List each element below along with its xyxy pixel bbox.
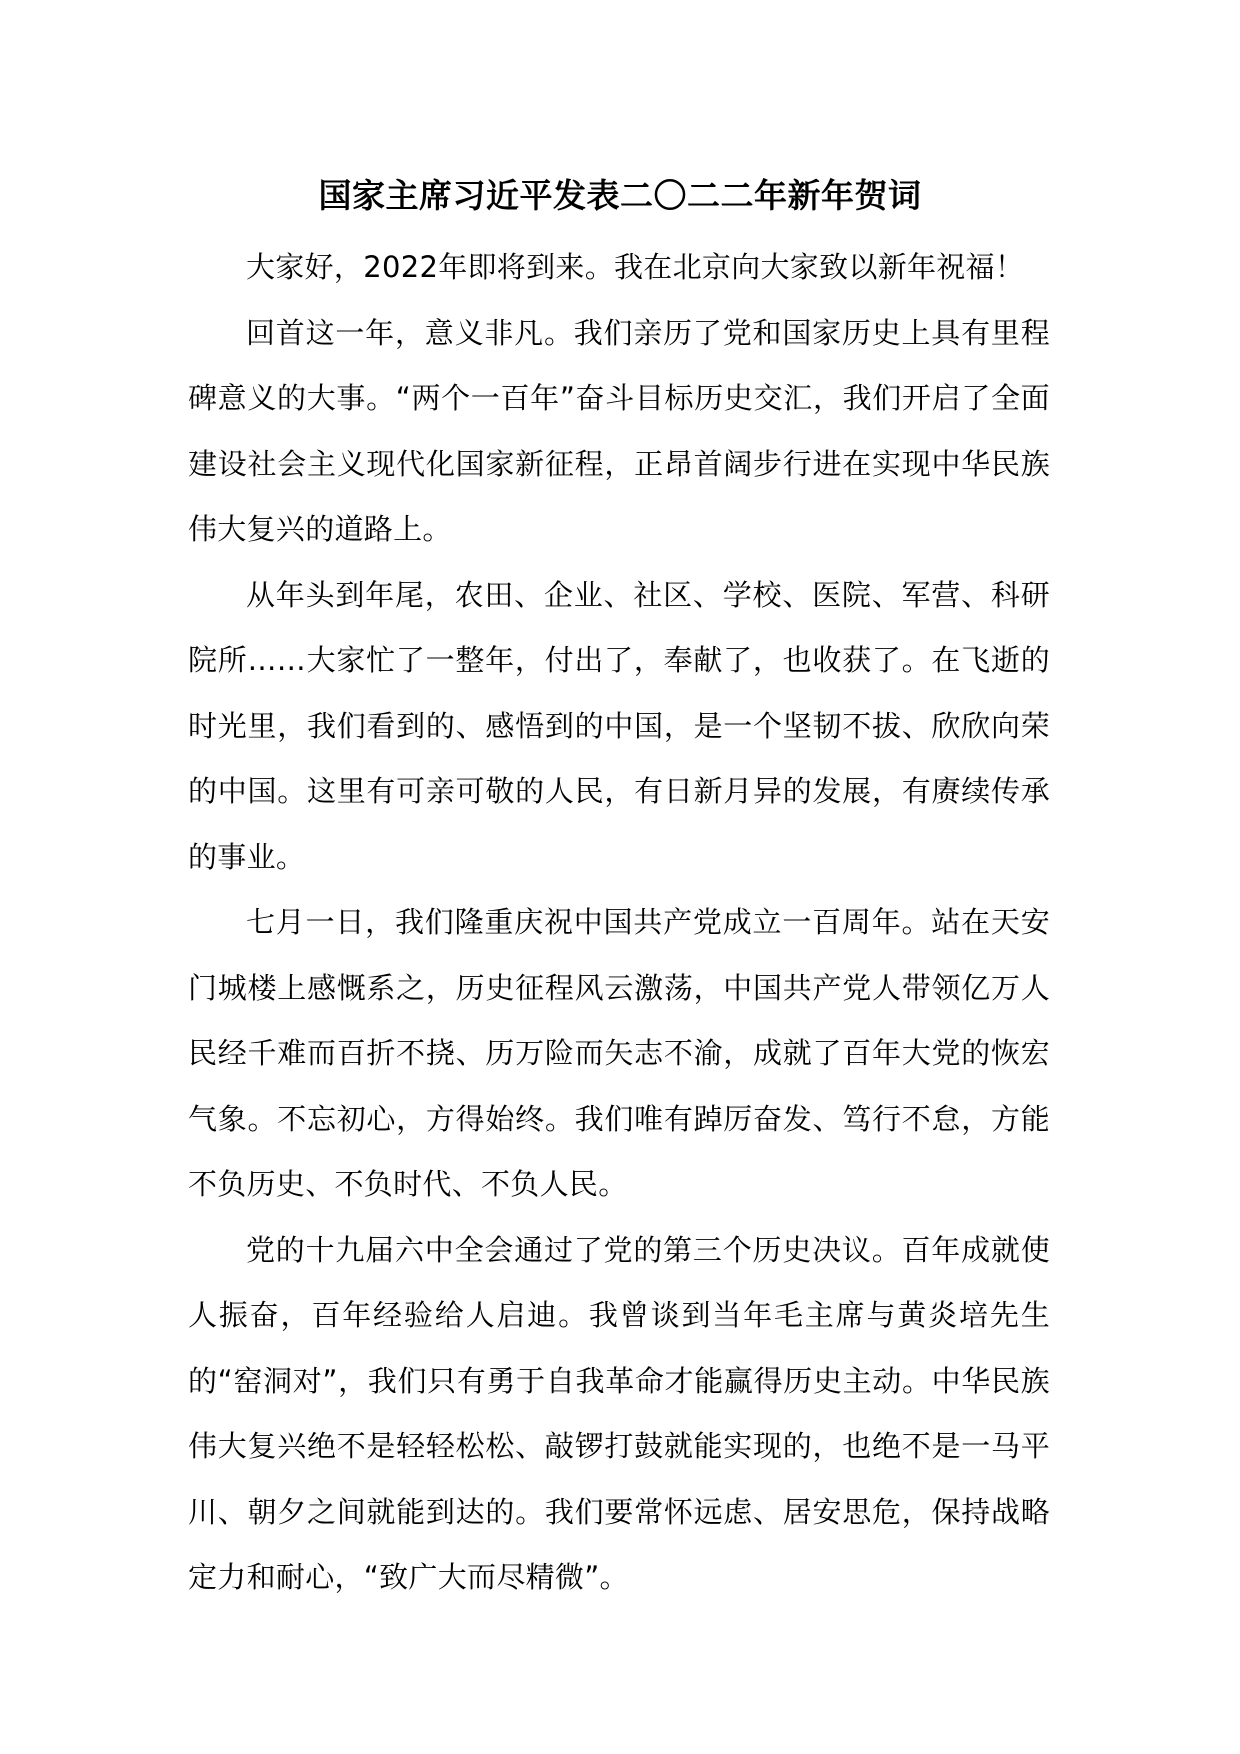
- paragraph-centenary: 七月一日，我们隆重庆祝中国共产党成立一百周年。站在天安门城楼上感慨系之，历史征程风云激荡，中国共产党人带领亿万人民经千难而百折不挠、历万险而矢志不渝，成就了百年大党的恢宏气象。不忘初心，方得始终。我们唯有踔厉奋发、笃行不怠，方能不负历史、不负时代、不负人民。: [188, 905, 1050, 1201]
- paragraph-year-round: 从年头到年尾，农田、企业、社区、学校、医院、军营、科研院所……大家忙了一整年，付出了，奉献了，也收获了。在飞逝的时光里，我们看到的、感悟到的中国，是一个坚韧不拔、欣欣向荣的中国。这里有可亲可敬的人民，有日新月异的发展，有赓续传承的事业。: [188, 577, 1050, 874]
- paragraph-review: 回首这一年，意义非凡。我们亲历了党和国家历史上具有里程碑意义的大事。“两个一百年”奋斗目标历史交汇，我们开启了全面建设社会主义现代化国家新征程，正昂首阔步行进在实现中华民族伟大复兴的道路上。: [188, 315, 1050, 546]
- paragraph-greeting: 大家好，2022年即将到来。我在北京向大家致以新年祝福！: [246, 250, 1025, 284]
- document-title: 国家主席习近平发表二〇二二年新年贺词: [318, 176, 922, 215]
- paragraph-resolution: 党的十九届六中全会通过了党的第三个历史决议。百年成就使人振奋，百年经验给人启迪。我曾谈到当年毛主席与黄炎培先生的“窑洞对”，我们只有勇于自我革命才能赢得历史主动。中华民族伟大复兴绝不是轻轻松松、敲锣打鼓就能实现的，也绝不是一马平川、朝夕之间就能到达的。我们要常怀远虑、居安思危，保持战略定力和耐心，“致广大而尽精微”。: [188, 1232, 1050, 1594]
- document-body: [188, 235, 1050, 1611]
